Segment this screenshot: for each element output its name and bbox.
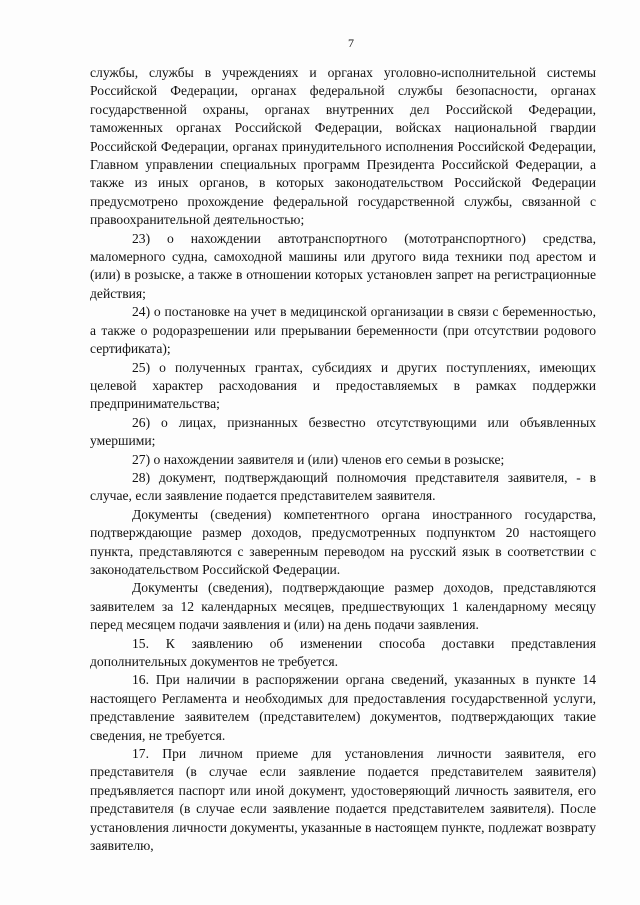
paragraph-item-23: 23) о нахождении автотранспортного (мототранспортного) средства, маломерного судна, самоходной машины или другого вида техники под арестом и (или) в розыске, а также в отношении которых установлен запрет на регистрационные действия; — [90, 230, 596, 301]
paragraph-clause-15: 15. К заявлению об изменении способа доставки представления дополнительных документов не требуется. — [90, 635, 596, 669]
paragraph-foreign-documents: Документы (сведения) компетентного органа иностранного государства, подтверждающие размер доходов, предусмотренных подпунктом 20 настоящего пункта, представляются с заверенным переводом на русский язык в соответствии с законодательством Российской Федерации. — [90, 506, 596, 577]
paragraph-income-documents: Документы (сведения), подтверждающие размер доходов, представляются заявителем за 12 календарных месяцев, предшествующих 1 календарному месяцу перед месяцем подачи заявления и (или) на день подачи заявления. — [90, 580, 596, 633]
paragraph-item-28: 28) документ, подтверждающий полномочия представителя заявителя, - в случае, если заявление подается представителем заявителя. — [90, 469, 596, 504]
paragraph-item-24: 24) о постановке на учет в медицинской организации в связи с беременностью, а также о родоразрешении или прерывании беременности (при отсутствии родового сертификата); — [90, 304, 596, 357]
page-number: 7 — [348, 36, 354, 50]
paragraph-item-25: 25) о полученных грантах, субсидиях и других поступлениях, имеющих целевой характер расходования и предоставляемых в рамках поддержки предпринимательства; — [90, 359, 596, 412]
paragraph-continuation: службы, службы в учреждениях и органах уголовно-исполнительной системы Российской Федерации, органах федеральной службы безопасности, органах государственной охраны, органах внутренних дел Российской Федерации, таможенных органах Российской Федерации, войсках национальной гвардии Российской Федерации, органах принудительного исполнения Российской Федерации, Главном управлении специальных программ Президента Российской Федерации, а также из иных органов, в которых законодательством Российской Федерации предусмотрено прохождение федеральной государственной службы, связанной с правоохранительной деятельностью; — [90, 65, 596, 228]
paragraph-clause-17: 17. При личном приеме для установления личности заявителя, его представителя (в случае если заявление подается представителем заявителя) предъявляется паспорт или иной документ, удостоверяющий личность заявителя, его представителя (в случае если заявление подается представителем заявителя). После установления личности документы, указанные в настоящем пункте, подлежат возврату заявителю, — [90, 746, 596, 854]
paragraph-clause-16: 16. При наличии в распоряжении органа сведений, указанных в пункте 14 настоящего Регламента и необходимых для предоставления государственной услуги, представление заявителем (представителем) документов, подтверждающих такие сведения, не требуется. — [90, 672, 596, 743]
paragraph-item-26: 26) о лицах, признанных безвестно отсутствующими или объявленных умершими; — [90, 414, 596, 449]
paragraph-item-27: 27) о нахождении заявителя и (или) членов его семьи в розыске; — [132, 451, 505, 467]
